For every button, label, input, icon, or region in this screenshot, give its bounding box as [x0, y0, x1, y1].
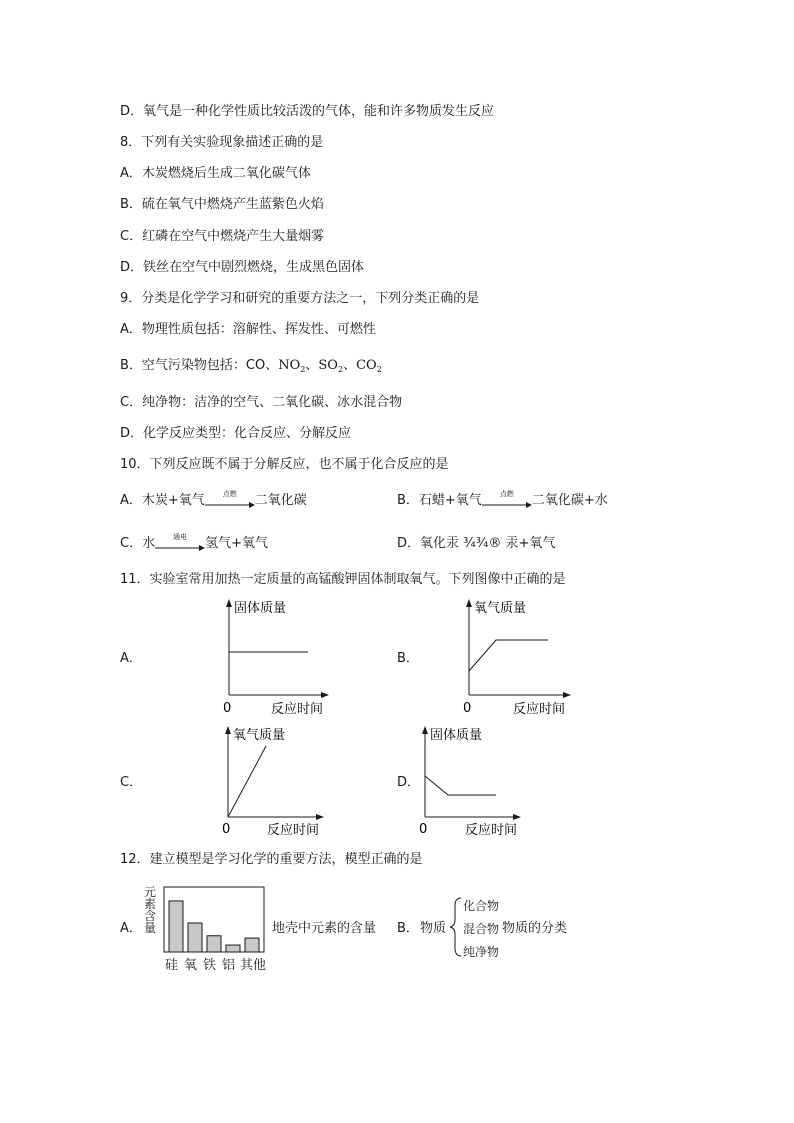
y-axis-label: 固体质量 — [234, 601, 287, 616]
category-label: 铝 — [222, 958, 236, 973]
y-axis-label: 氧气质量 — [474, 601, 527, 616]
q11-option-d-label: D． — [397, 775, 421, 790]
q12-option-b-label: B． — [397, 921, 419, 936]
category-label: 氧 — [184, 958, 198, 973]
x-axis-label: 反应时间 — [271, 702, 324, 717]
q10-option-c: C．水 通电 氢气+氧气 — [120, 532, 268, 551]
q12-option-a-label: A． — [120, 921, 142, 936]
category-label: 其他 — [240, 958, 267, 973]
formula-no2: $NO_2$ — [278, 358, 306, 374]
separator: 、 — [305, 358, 319, 373]
brace-item: 混合物 — [463, 922, 500, 936]
question-8-stem: 8．下列有关实验现象描述正确的是 — [120, 135, 324, 150]
category-label: 硅 — [165, 958, 179, 973]
svg-text:0: 0 — [463, 701, 472, 716]
q9b-prefix: B．空气污染物包括：CO、 — [120, 358, 279, 373]
graph-line — [469, 640, 548, 671]
reaction-arrow: 点燃 — [482, 494, 532, 508]
x-axis-label: 反应时间 — [513, 702, 566, 717]
brace-item: 纯净物 — [463, 945, 500, 959]
q11-graph-b — [455, 595, 585, 720]
q11-option-c-label: C． — [120, 775, 143, 790]
y-axis-label: 固体质量 — [430, 728, 483, 743]
separator: 、 — [343, 358, 357, 373]
q8-option-b: B．硫在氧气中燃烧产生蓝紫色火焰 — [120, 197, 324, 212]
q9-option-d: D．化学反应类型：化合反应、分解反应 — [120, 426, 352, 441]
q12-a-y-label: 元素含量 — [143, 885, 156, 935]
q9-option-c: C．纯净物：洁净的空气、二氧化碳、冰水混合物 — [120, 395, 403, 410]
x-axis-label: 反应时间 — [267, 823, 320, 838]
q11-graph-c — [214, 722, 344, 842]
origin-label: 0 — [223, 701, 232, 716]
graph-line — [228, 746, 266, 817]
formula-co2: $CO_2$ — [356, 358, 382, 374]
question-12-stem: 12．建立模型是学习化学的重要方法，模型正确的是 — [120, 852, 423, 867]
q8-option-d: D．铁丝在空气中剧烈燃烧，生成黑色固体 — [120, 260, 365, 275]
question-9-stem: 9．分类是化学学习和研究的重要方法之一，下列分类正确的是 — [120, 291, 480, 306]
q11-graph-d — [411, 722, 541, 842]
formula-so2: $SO_2$ — [318, 358, 344, 374]
q12-a-categories — [164, 954, 272, 972]
y-axis-arrow — [226, 599, 232, 607]
q9-option-a: A．物理性质包括：溶解性、挥发性、可燃性 — [120, 322, 376, 337]
svg-text:0: 0 — [419, 822, 428, 837]
q8-option-c: C．红磷在空气中燃烧产生大量烟雾 — [120, 229, 325, 244]
question-10-stem: 10．下列反应既不属于分解反应，也不属于化合反应的是 — [120, 457, 449, 472]
graph-line — [425, 776, 496, 795]
bar-铁 — [207, 936, 221, 952]
svg-text:0: 0 — [222, 822, 231, 837]
category-label: 铁 — [203, 958, 217, 973]
bar-氧 — [188, 923, 202, 952]
reaction-arrow: 通电 — [155, 537, 205, 551]
q12-a-bar-chart — [160, 886, 268, 954]
q9-option-b — [120, 357, 382, 379]
q7-option-d: D．氧气是一种化学性质比较活泼的气体，能和许多物质发生反应 — [120, 104, 495, 119]
bar-其他 — [245, 938, 259, 952]
bar-铝 — [226, 945, 240, 952]
q11-graph-a — [215, 595, 345, 720]
q10-option-a: A．木炭+氧气 点燃 二氧化碳 — [120, 489, 307, 508]
q10-option-b: B．石蜡+氧气 点燃 二氧化碳+水 — [397, 489, 608, 508]
brace — [449, 896, 463, 958]
q12-a-caption: 地壳中元素的含量 — [272, 921, 377, 936]
q10-option-d: D．氧化汞 ¾¾® 汞+氧气 — [397, 536, 556, 551]
reaction-arrow: 点燃 — [205, 494, 255, 508]
q11-option-b-label: B． — [397, 651, 419, 666]
y-axis-label: 氧气质量 — [233, 728, 286, 743]
x-axis-arrow — [321, 692, 329, 698]
x-axis-label: 反应时间 — [465, 823, 518, 838]
question-11-stem: 11．实验室常用加热一定质量的高锰酸钾固体制取氧气。下列图像中正确的是 — [120, 572, 566, 587]
brace-item: 化合物 — [463, 899, 500, 913]
q12-b-caption: 物质的分类 — [502, 921, 568, 936]
q12-b-root: 物质 — [420, 921, 447, 936]
bar-硅 — [169, 901, 183, 952]
q8-option-a: A．木炭燃烧后生成二氧化碳气体 — [120, 166, 311, 181]
q11-option-a-label: A． — [120, 651, 142, 666]
